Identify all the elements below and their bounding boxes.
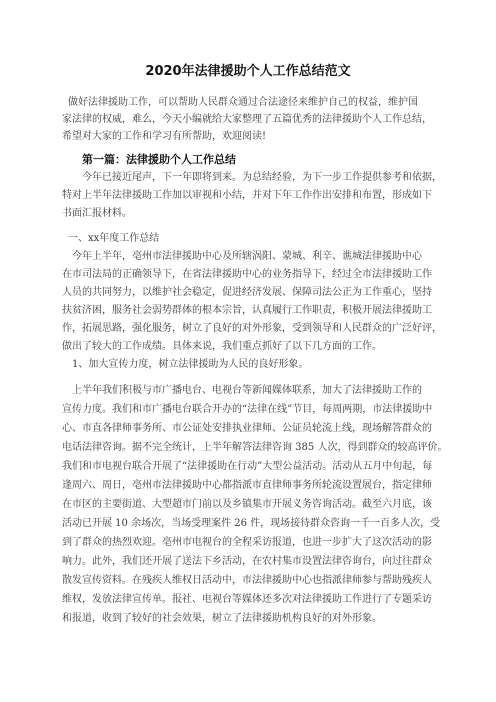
- paragraph-line: 人员的共同努力，以维护社会稳定，促进经济发展、保障司法公正为工作重心，坚持: [62, 287, 432, 298]
- paragraph-line: 上半年我们积极与市广播电台、电视台等新闻媒体联系，加大了法律援助工作的: [72, 385, 422, 396]
- subheading: 一、xx年度工作总结: [68, 233, 160, 244]
- paragraph-line: 特对上半年法律援助工作加以审视和小结，并对下年工作作出安排和布置，形成如下: [62, 190, 432, 201]
- intro-line: 希望对大家的工作和学习有所帮助，欢迎阅读!: [62, 131, 267, 142]
- paragraph-line: 电话法律咨询。据不完全统计，上半年解答法律咨询 385 人次，得到群众的较高评价。: [62, 442, 448, 453]
- paragraph-line: 在市司法局的正确领导下，在省法律援助中心的业务指导下，经过全市法律援助工作: [62, 269, 432, 280]
- paragraph-line: 扶贫济困，服务社会弱势群体的根本宗旨，认真履行工作职责，积极开展法律援助工: [62, 305, 432, 316]
- paragraph-line: 心、市直各律师事务所、市公证处安排执业律师、公证员轮流上线，现场解答群众的: [62, 423, 432, 434]
- paragraph-line: 在市区的主要街道、大型超市门前以及乡镇集市开展义务咨询活动。截至六月底，该: [62, 499, 432, 510]
- intro-line: 做好法律援助工作，可以帮助人民群众通过合法途径来维护自己的权益，维护国: [68, 97, 418, 108]
- paragraph-line: 我们和市电视台联合开展了“法律援助在行动”大型公益活动。活动从五月中旬起，每: [62, 461, 433, 472]
- section-heading: 第一篇：法律援助个人工作总结: [82, 153, 236, 166]
- paragraph-line: 到了群众的热烈欢迎。亳州市电视台的全程采访报道，也进一步扩大了这次活动的影: [62, 537, 432, 548]
- paragraph-line: 今年已接近尾声，下一年即将到来。为总结经验，为下一步工作提供参考和依据，: [82, 172, 442, 183]
- document-title: 2020年法律援助个人工作总结范文: [145, 64, 351, 79]
- paragraph-line: 逢周六、周日，亳州市法律援助中心都指派市直律师事务所轮流设置展台，指定律师: [62, 480, 432, 491]
- paragraph-line: 和报道，收到了较好的社会效果，树立了法律援助机构良好的对外形象。: [62, 613, 382, 624]
- paragraph-line: 散发宣传资料。在残疾人维权日活动中，市法律援助中心也指派律师参与帮助残疾人: [62, 575, 432, 586]
- paragraph-line: 维权，发放法律宣传单。报社、电视台等媒体还多次对法律援助工作进行了专题采访: [62, 594, 432, 605]
- subheading: 1、加大宣传力度，树立法律援助为人民的良好形象。: [72, 359, 309, 370]
- paragraph-line: 响力。此外，我们还开展了送法下乡活动，在农村集市设置法律咨询台，向过往群众: [62, 556, 432, 567]
- paragraph-line: 书面汇报材料。: [62, 208, 132, 219]
- paragraph-line: 作，拓展思路，强化服务，树立了良好的对外形象，受到领导和人民群众的广泛好评，: [62, 323, 442, 334]
- paragraph-line: 宣传力度。我们和市广播电台联合开办的“法律在线”节目，每周两期，市法律援助中: [62, 404, 433, 415]
- paragraph-line: 活动已开展 10 余场次，当场受理案件 26 件，现场接待群众咨询一千一百多人次，受: [62, 518, 441, 529]
- intro-line: 家法律的权威，难么，今天小编就给大家整理了五篇优秀的法律援助个人工作总结，: [62, 114, 432, 125]
- paragraph-line: 今年上半年，亳州市法律援助中心及所辖涡阳、蒙城、利辛、谯城法律援助中心: [72, 251, 422, 262]
- paragraph-line: 做出了较大的工作成绩。具体来说，我们重点抓好了以下几方面的工作。: [62, 341, 382, 352]
